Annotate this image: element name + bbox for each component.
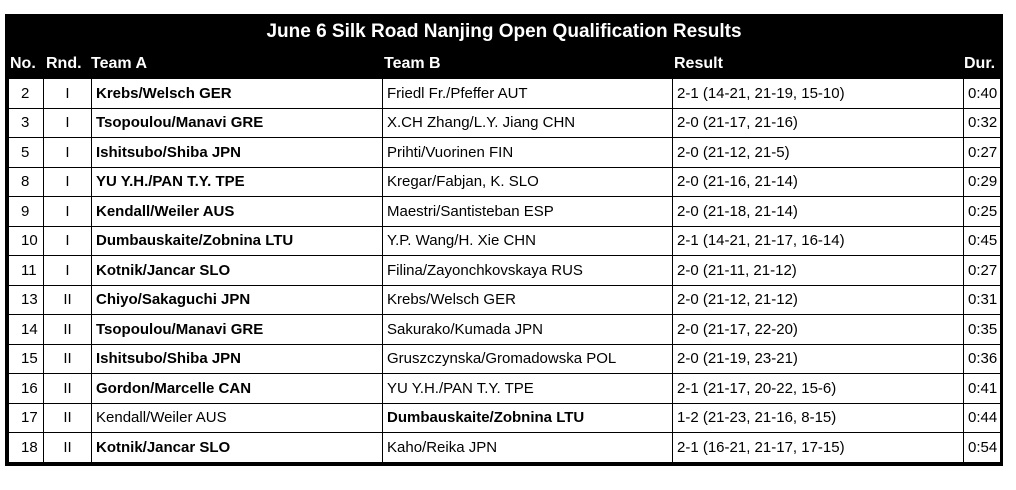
table-row — [9, 344, 1001, 374]
cell-round: I — [44, 226, 92, 256]
cell-no: 16 — [9, 374, 44, 404]
cell-result: 2-1 (16-21, 21-17, 17-15) — [673, 433, 964, 463]
cell-team-b: Kregar/Fabjan, K. SLO — [383, 167, 673, 197]
table-row — [9, 403, 1001, 433]
cell-round: I — [44, 256, 92, 286]
cell-team-a: Tsopoulou/Manavi GRE — [92, 315, 383, 345]
cell-duration: 0:45 — [964, 226, 1001, 256]
cell-round: II — [44, 285, 92, 315]
cell-team-b: Prihti/Vuorinen FIN — [383, 138, 673, 168]
cell-result: 2-0 (21-17, 22-20) — [673, 315, 964, 345]
cell-team-b: YU Y.H./PAN T.Y. TPE — [383, 374, 673, 404]
cell-team-b: Friedl Fr./Pfeffer AUT — [383, 79, 673, 109]
cell-duration: 0:25 — [964, 197, 1001, 227]
cell-team-a: Kendall/Weiler AUS — [92, 197, 383, 227]
cell-no: 9 — [9, 197, 44, 227]
results-table — [8, 78, 1001, 463]
cell-team-a: Chiyo/Sakaguchi JPN — [92, 285, 383, 315]
cell-round: II — [44, 344, 92, 374]
cell-duration: 0:41 — [964, 374, 1001, 404]
table-row — [9, 374, 1001, 404]
header-result: Result — [674, 55, 723, 72]
cell-team-a: Krebs/Welsch GER — [92, 79, 383, 109]
cell-team-a: Tsopoulou/Manavi GRE — [92, 108, 383, 138]
cell-round: I — [44, 138, 92, 168]
cell-team-b: Maestri/Santisteban ESP — [383, 197, 673, 227]
table-row — [9, 226, 1001, 256]
table-row — [9, 138, 1001, 168]
header-team-a: Team A — [91, 55, 148, 72]
cell-no: 14 — [9, 315, 44, 345]
cell-round: I — [44, 167, 92, 197]
cell-team-a: Ishitsubo/Shiba JPN — [92, 344, 383, 374]
cell-team-a: Gordon/Marcelle CAN — [92, 374, 383, 404]
cell-duration: 0:54 — [964, 433, 1001, 463]
cell-no: 11 — [9, 256, 44, 286]
header-dur: Dur. — [964, 55, 996, 72]
cell-no: 5 — [9, 138, 44, 168]
header-row — [5, 50, 1003, 78]
cell-no: 10 — [9, 226, 44, 256]
cell-result: 2-0 (21-16, 21-14) — [673, 167, 964, 197]
cell-duration: 0:31 — [964, 285, 1001, 315]
cell-duration: 0:36 — [964, 344, 1001, 374]
cell-duration: 0:27 — [964, 256, 1001, 286]
cell-round: I — [44, 197, 92, 227]
cell-team-b: Y.P. Wang/H. Xie CHN — [383, 226, 673, 256]
table-row — [9, 315, 1001, 345]
cell-team-b: Krebs/Welsch GER — [383, 285, 673, 315]
table-row — [9, 108, 1001, 138]
cell-no: 17 — [9, 403, 44, 433]
cell-round: I — [44, 79, 92, 109]
cell-no: 15 — [9, 344, 44, 374]
cell-result: 2-0 (21-12, 21-12) — [673, 285, 964, 315]
cell-round: II — [44, 315, 92, 345]
table-row — [9, 256, 1001, 286]
cell-duration: 0:29 — [964, 167, 1001, 197]
cell-no: 8 — [9, 167, 44, 197]
table-row — [9, 167, 1001, 197]
cell-team-a: Dumbauskaite/Zobnina LTU — [92, 226, 383, 256]
cell-duration: 0:35 — [964, 315, 1001, 345]
cell-round: II — [44, 403, 92, 433]
cell-team-b: Gruszczynska/Gromadowska POL — [383, 344, 673, 374]
cell-duration: 0:32 — [964, 108, 1001, 138]
cell-result: 2-0 (21-19, 23-21) — [673, 344, 964, 374]
cell-team-a: Ishitsubo/Shiba JPN — [92, 138, 383, 168]
cell-result: 1-2 (21-23, 21-16, 8-15) — [673, 403, 964, 433]
cell-result: 2-1 (21-17, 20-22, 15-6) — [673, 374, 964, 404]
cell-result: 2-1 (14-21, 21-19, 15-10) — [673, 79, 964, 109]
cell-team-b: Dumbauskaite/Zobnina LTU — [383, 403, 673, 433]
cell-round: I — [44, 108, 92, 138]
cell-team-b: X.CH Zhang/L.Y. Jiang CHN — [383, 108, 673, 138]
cell-team-b: Kaho/Reika JPN — [383, 433, 673, 463]
table-title: June 6 Silk Road Nanjing Open Qualification Results — [266, 21, 742, 42]
table-row — [9, 197, 1001, 227]
table-row — [9, 285, 1001, 315]
cell-team-a: Kendall/Weiler AUS — [92, 403, 383, 433]
cell-result: 2-0 (21-18, 21-14) — [673, 197, 964, 227]
table-row — [9, 79, 1001, 109]
cell-result: 2-0 (21-11, 21-12) — [673, 256, 964, 286]
cell-no: 3 — [9, 108, 44, 138]
header-rnd: Rnd. — [46, 55, 82, 72]
cell-team-b: Filina/Zayonchkovskaya RUS — [383, 256, 673, 286]
cell-team-a: YU Y.H./PAN T.Y. TPE — [92, 167, 383, 197]
results-table-frame — [5, 14, 1003, 466]
cell-duration: 0:40 — [964, 79, 1001, 109]
header-no: No. — [10, 55, 36, 72]
cell-duration: 0:27 — [964, 138, 1001, 168]
cell-team-a: Kotnik/Jancar SLO — [92, 433, 383, 463]
cell-no: 2 — [9, 79, 44, 109]
cell-result: 2-1 (14-21, 21-17, 16-14) — [673, 226, 964, 256]
cell-round: II — [44, 374, 92, 404]
cell-no: 13 — [9, 285, 44, 315]
cell-duration: 0:44 — [964, 403, 1001, 433]
cell-team-a: Kotnik/Jancar SLO — [92, 256, 383, 286]
header-team-b: Team B — [384, 55, 441, 72]
cell-result: 2-0 (21-17, 21-16) — [673, 108, 964, 138]
cell-team-b: Sakurako/Kumada JPN — [383, 315, 673, 345]
table-row — [9, 433, 1001, 463]
cell-no: 18 — [9, 433, 44, 463]
cell-round: II — [44, 433, 92, 463]
cell-result: 2-0 (21-12, 21-5) — [673, 138, 964, 168]
